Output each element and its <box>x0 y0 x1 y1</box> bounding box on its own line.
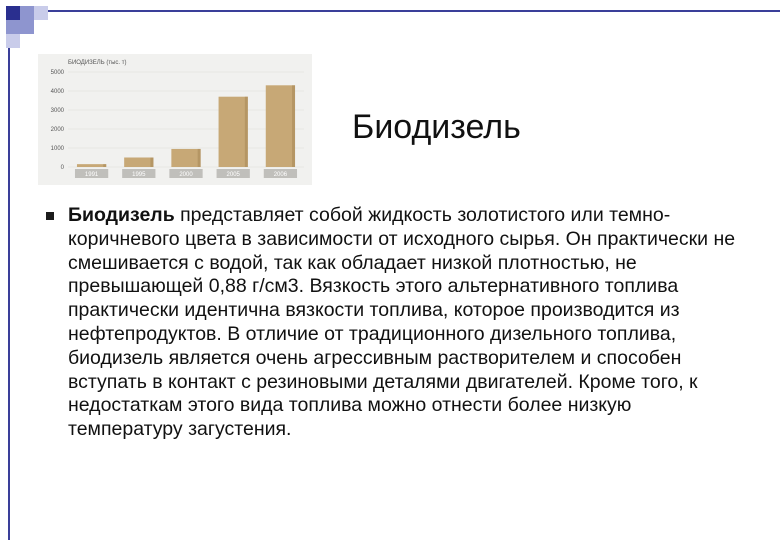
bar-shade <box>292 85 295 167</box>
corner-square <box>6 34 20 48</box>
corner-square <box>6 20 20 34</box>
corner-square <box>34 6 48 20</box>
top-rule <box>48 10 780 12</box>
bar <box>266 85 295 167</box>
bullet-square-icon <box>46 212 54 220</box>
corner-square <box>6 6 20 20</box>
left-rule <box>8 48 10 540</box>
slide-title: Биодизель <box>352 108 521 146</box>
bullet-bold-term: Биодизель <box>68 204 175 226</box>
bar-shade <box>198 149 201 167</box>
chart-title: БИОДИЗЕЛЬ (тыс. т) <box>68 60 127 66</box>
bar <box>219 97 248 167</box>
chart-svg <box>38 54 312 185</box>
bar <box>171 149 200 167</box>
bar <box>77 164 106 167</box>
bar-shade <box>150 158 153 168</box>
y-tick-label: 0 <box>60 165 64 171</box>
corner-square <box>20 6 34 20</box>
x-tick-label: 1991 <box>84 172 99 178</box>
biodiesel-chart <box>38 54 312 185</box>
bar-shade <box>245 97 248 167</box>
y-tick-label: 4000 <box>50 89 64 95</box>
x-tick-label: 2006 <box>273 172 288 178</box>
bullet-text <box>68 204 748 442</box>
x-tick-label: 2005 <box>226 172 240 178</box>
bar-shade <box>103 164 106 167</box>
x-tick-label: 2000 <box>179 172 193 178</box>
bar <box>124 158 153 168</box>
y-tick-label: 3000 <box>50 108 64 114</box>
corner-square <box>20 20 34 34</box>
y-tick-label: 1000 <box>50 146 64 152</box>
y-tick-label: 2000 <box>50 127 64 133</box>
bullet-body: представляет собой жидкость золотистого или темно-коричневого цвета в зависимости от исходного сырья. Он практически не смешивается с водой, так как обладает низкой плотностью, не превышающей 0,88 г/см3. Вязкость этого альтернативного топлива практически идентична вязкости топлива, которое производится из нефтепродуктов. В отличие от традиционного дизельного топлива, биодизель является очень агрессивным растворителем и способен вступать в контакт с резиновыми деталями двигателей. Кроме того, к недостаткам этого вида топлива можно отнести более низкую температуру загустения. <box>68 204 736 441</box>
x-tick-label: 1995 <box>132 172 146 178</box>
y-tick-label: 5000 <box>50 70 64 76</box>
